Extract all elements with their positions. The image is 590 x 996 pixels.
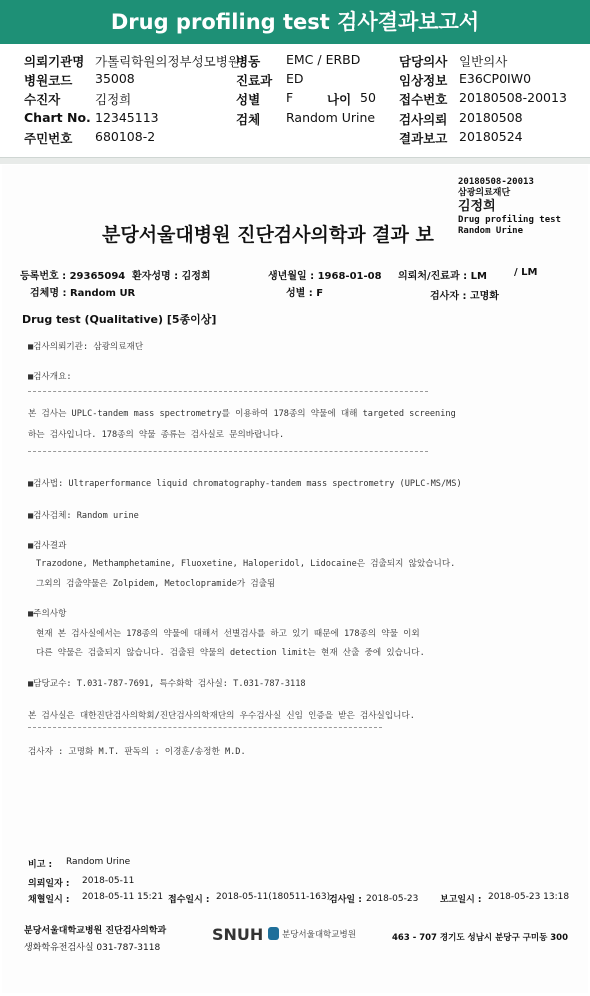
specimen-name: 검체명 : Random UR — [30, 288, 136, 299]
header-row-5 — [0, 129, 590, 148]
certification-line: 본 검사실은 대한진단검사의학회/진단검사의학재단의 우수검사실 신임 인증을 받은 검사실입니다. — [28, 711, 415, 721]
stamp-test-name: Drug profiling test — [458, 215, 561, 225]
hospital-address: 463 - 707 경기도 성남시 분당구 구미동 300 — [392, 933, 569, 943]
birth-date: 생년월일 : 1968-01-08 — [268, 271, 382, 282]
institution-label: 의뢰기관명 — [24, 54, 85, 69]
age-label: 나이 — [327, 92, 352, 107]
caution-line-1: 현재 본 검사실에서는 178종의 약물에 대해서 선별검사를 하고 있기 때문에 178종의 약물 이외 — [36, 629, 420, 639]
clinical-info-label: 임상정보 — [399, 73, 448, 88]
request-date-label: 의뢰일자 : — [28, 879, 70, 889]
doctor-label: 담당의사 — [399, 54, 448, 69]
note-label: 비고 : — [28, 860, 53, 870]
overview-heading: ■검사개요: — [28, 372, 72, 382]
department-value: ED — [286, 71, 304, 86]
receipt-no-value: 20180508-20013 — [459, 90, 567, 105]
header-row-3 — [0, 90, 590, 109]
specimen-stamp — [458, 177, 561, 237]
caution-heading: ■주의사항 — [28, 609, 67, 619]
section-divider — [0, 157, 590, 164]
request-value: 20180508 — [459, 110, 523, 125]
patient-name: 환자성명 : 김정희 — [132, 271, 211, 282]
request-label: 검사의뢰 — [399, 112, 448, 127]
collect-label: 채혈일시 : — [28, 895, 70, 905]
test-date-label: 검사일 : — [329, 895, 362, 905]
request-date-value: 2018-05-11 — [82, 876, 135, 886]
stamp-receipt-no: 20180508-20013 — [458, 177, 534, 187]
receipt-value: 2018-05-11(180511-163) — [216, 892, 331, 902]
receipt-label: 접수일시 : — [168, 895, 210, 905]
requester-dept: / LM — [514, 267, 538, 278]
overview-line-1: 본 검사는 UPLC-tandem mass spectrometry를 이용하여 178종의 약물에 대해 targeted screening — [28, 409, 456, 419]
department-label: 진료과 — [236, 73, 273, 88]
institution-value: 가톨릭학원의정부성모병원 — [95, 54, 240, 69]
report-header-info — [0, 52, 590, 152]
doctor-value: 일반의사 — [459, 54, 508, 69]
scanned-lab-report — [2, 165, 588, 993]
stamp-specimen: Random Urine — [458, 226, 524, 236]
scan-examiner: 검사자 : 고명화 — [430, 291, 499, 302]
snuh-logo-icon — [268, 927, 279, 940]
stamp-lab-name: 삼광의료재단 — [458, 188, 511, 198]
signer-line: 검사자 : 고명화 M.T. 판독의 : 이경훈/송정한 M.D. — [28, 747, 246, 757]
rrn-value: 680108-2 — [95, 129, 156, 144]
specimen-value: Random Urine — [286, 110, 376, 125]
report-time-label: 보고일시 : — [440, 895, 482, 905]
specimen-label: 검체 — [236, 112, 261, 127]
clinical-info-value: E36CP0IW0 — [459, 71, 532, 86]
rrn-label: 주민번호 — [24, 131, 73, 146]
contact-line: ■담당교수: T.031-787-7691, 특수화학 검사실: T.031-787-3118 — [28, 679, 306, 689]
reg-no: 등록번호 : 29365094 — [20, 271, 126, 282]
specimen-line: ■검사검체: Random urine — [28, 511, 139, 521]
sex-label: 성별 — [236, 92, 261, 107]
institution-line: ■검사의뢰기관: 삼광의료재단 — [28, 342, 144, 352]
test-date-value: 2018-05-23 — [366, 894, 419, 904]
result-heading: ■검사결과 — [28, 541, 67, 551]
report-date-value: 20180524 — [459, 129, 523, 144]
receipt-no-label: 접수번호 — [399, 92, 448, 107]
note-value: Random Urine — [66, 857, 131, 867]
header-row-1 — [0, 52, 590, 71]
snuh-logo-name: 분당서울대학교병원 — [282, 930, 356, 940]
hospital-code-label: 병원코드 — [24, 73, 73, 88]
ward-label: 병동 — [236, 54, 261, 69]
dash-line-1 — [28, 391, 428, 392]
snuh-logo-text: SNUH — [212, 925, 264, 944]
caution-line-2: 다른 약물은 검출되지 않습니다. 검출된 약물의 detection limit는 현재 산출 중에 있습니다. — [36, 648, 425, 658]
scan-sex: 성별 : F — [286, 288, 324, 299]
header-row-4 — [0, 110, 590, 129]
test-title: Drug test (Qualitative) [5종이상] — [22, 313, 217, 326]
footer-department: 분당서울대학교병원 진단검사의학과 — [24, 926, 167, 936]
patient-value: 김정희 — [95, 92, 132, 107]
result-line-1: Trazodone, Methamphetamine, Fluoxetine, Haloperidol, Lidocaine은 검출되지 않았습니다. — [36, 559, 456, 569]
age-value: 50 — [360, 90, 376, 105]
header-row-2 — [0, 71, 590, 90]
sex-value: F — [286, 90, 294, 105]
result-line-2: 그외의 검출약물은 Zolpidem, Metoclopramide가 검출됨 — [36, 579, 276, 589]
chart-no-label: Chart No. — [24, 110, 91, 125]
collect-value: 2018-05-11 15:21 — [82, 892, 164, 902]
chart-no-value: 12345113 — [95, 110, 159, 125]
report-banner-title: Drug profiling test 검사결과보고서 — [0, 0, 590, 44]
overview-line-2: 하는 검사입니다. 178종의 약물 종류는 검사실로 문의바랍니다. — [28, 430, 285, 440]
ward-value: EMC / ERBD — [286, 52, 361, 67]
stamp-patient-name: 김정희 — [458, 199, 496, 214]
requester: 의뢰처/진료과 : LM — [398, 271, 487, 282]
method-line: ■검사법: Ultraperformance liquid chromatography-tandem mass spectrometry (UPLC-MS/MS) — [28, 479, 462, 489]
hospital-code-value: 35008 — [95, 71, 135, 86]
report-date-label: 결과보고 — [399, 131, 448, 146]
patient-label: 수진자 — [24, 92, 61, 107]
dash-line-2 — [28, 451, 428, 452]
scan-report-title: 분당서울대병원 진단검사의학과 결과 보 — [102, 224, 434, 246]
footer-lab-phone: 생화학유전검사실 031-787-3118 — [24, 943, 161, 953]
dash-line-3 — [28, 727, 382, 728]
report-time-value: 2018-05-23 13:18 — [488, 892, 570, 902]
